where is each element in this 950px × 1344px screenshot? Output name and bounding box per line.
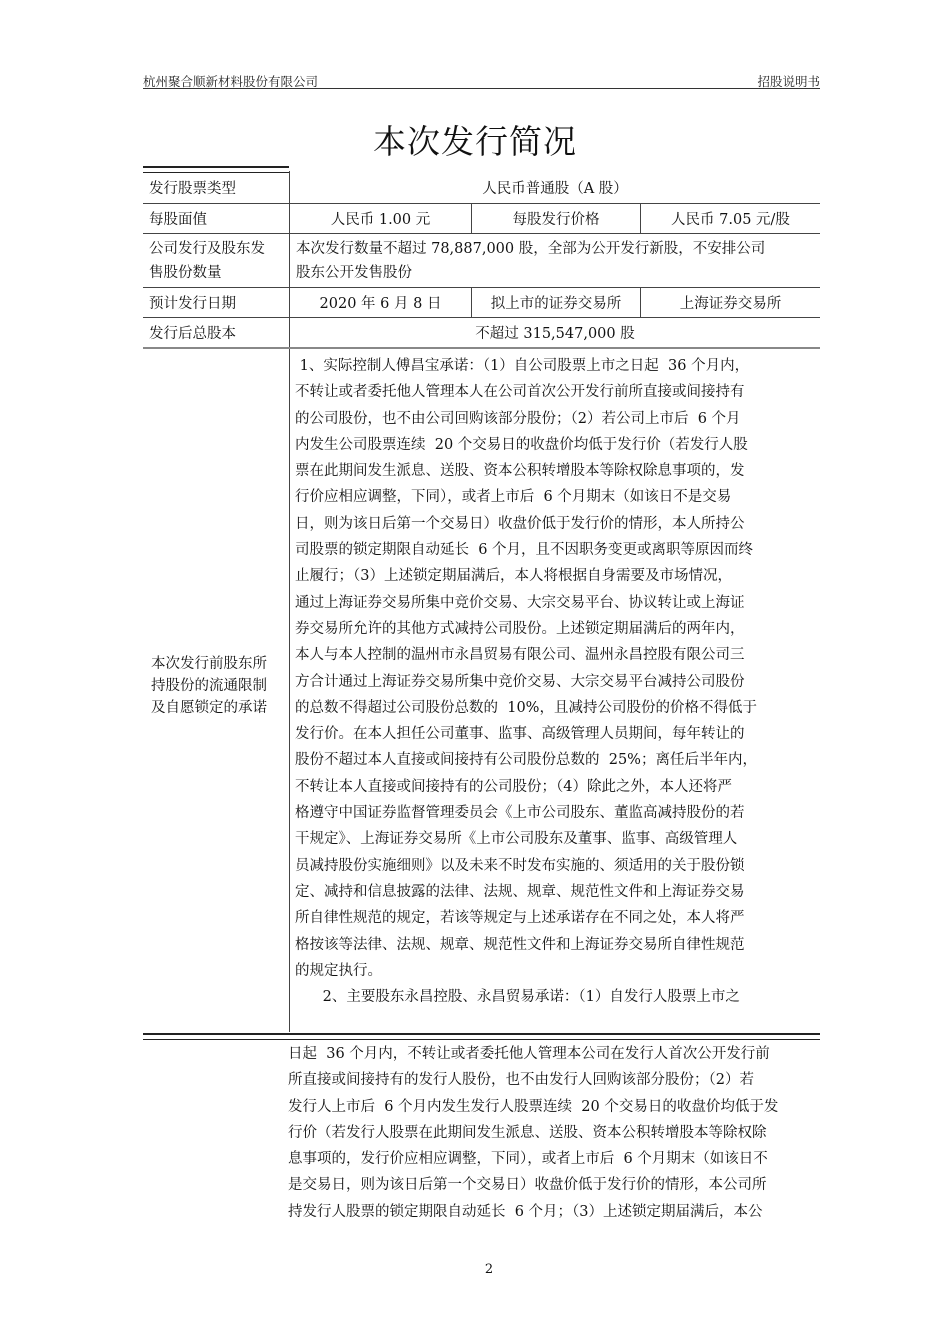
text-line: 司股票的锁定期限自动延长 6 个月，且不因职务变更或离职等原因而终	[295, 542, 754, 559]
row-label: 预计发行日期	[149, 296, 236, 312]
text-line: 行价应相应调整，下同），或者上市后 6 个月期末（如该日不是交易	[295, 489, 732, 506]
row-value: 人民币 1.00 元	[330, 212, 431, 228]
text-line: 2、主要股东永昌控股、永昌贸易承诺：（1）自发行人股票上市之	[295, 989, 740, 1006]
text-line: 止履行；（3）上述锁定期届满后，本人将根据自身需要及市场情况，	[295, 568, 732, 585]
text-line: 的规定执行。	[295, 962, 382, 979]
document-type: 招股说明书	[757, 74, 820, 89]
text-line: 内发生公司股票连续 20 个交易日的收盘价均低于发行价（若发行人股	[295, 436, 748, 453]
text-line: 股份不超过本人直接或间接持有公司股份总数的 25%；离任后半年内，	[295, 752, 757, 769]
text-line: 格遵守中国证券监督管理委员会《上市公司股东、董监高减持股份的若	[295, 805, 745, 822]
column-divider	[289, 349, 290, 1032]
text-line: 息事项的，发行价应相应调整，下同），或者上市后 6 个月期末（如该日不	[288, 1151, 768, 1168]
lockup-commitment-text	[295, 353, 822, 1010]
text-line: 是交易日，则为该日后第一个交易日）收盘价低于发行价的情形，本公司所	[288, 1177, 767, 1194]
value-line: 本次发行数量不超过 78,887,000 股，全部为公开发行新股，不安排公司	[296, 241, 766, 257]
row-label: 每股面值	[149, 212, 207, 228]
text-line: 发行价。在本人担任公司董事、监事、高级管理人员期间，每年转让的	[295, 726, 745, 743]
label-line: 售股份数量	[149, 265, 222, 281]
row-label	[149, 237, 265, 285]
table-bottom-rule	[143, 1033, 820, 1040]
row-label	[151, 653, 267, 719]
row-value: 人民币普通股（A 股）	[482, 180, 628, 197]
column-divider	[289, 234, 290, 287]
table-row-lockup-commitment	[143, 349, 820, 1032]
row-label-secondary: 每股发行价格	[512, 212, 600, 228]
text-line: 方合计通过上海证券交易所集中竞价交易、大宗交易平台减持公司股份	[295, 673, 745, 690]
label-line: 本次发行前股东所	[151, 656, 267, 672]
continuation-text	[288, 1041, 823, 1225]
row-label: 发行后总股本	[149, 326, 236, 342]
table-row-total-shares	[143, 318, 820, 349]
text-line: 不转让或者委托他人管理本人在公司首次公开发行前所直接或间接持有	[295, 384, 745, 401]
row-value: 不超过 315,547,000 股	[475, 326, 635, 342]
label-line: 持股份的流通限制	[151, 678, 267, 694]
text-line: 定、减持和信息披露的法律、法规、规章、规范性文件和上海证券交易	[295, 883, 745, 900]
row-value	[296, 237, 820, 285]
text-line: 1、实际控制人傅昌宝承诺：（1）自公司股票上市之日起 36 个月内，	[295, 358, 750, 374]
text-line: 日起 36 个月内，不转让或者委托他人管理本公司在发行人首次公开发行前	[288, 1046, 770, 1062]
row-value-secondary: 人民币 7.05 元/股	[671, 212, 790, 228]
text-line: 行价（若发行人股票在此期间发生派息、送股、资本公积转增股本等除权除	[288, 1124, 767, 1141]
text-line: 格按该等法律、法规、规章、规范性文件和上海证券交易所自律性规范	[295, 936, 745, 953]
label-line: 及自愿锁定的承诺	[151, 700, 267, 716]
text-line: 不转让本人直接或间接持有的公司股份；（4）除此之外，本人还将严	[295, 778, 732, 795]
company-name: 杭州聚合顺新材料股份有限公司	[143, 74, 319, 89]
text-line: 发行人上市后 6 个月内发生发行人股票连续 20 个交易日的收盘价均低于发	[288, 1098, 779, 1115]
text-line: 券交易所允许的其他方式减持公司股份。上述锁定期届满后的两年内，	[295, 620, 745, 637]
row-label: 发行股票类型	[149, 180, 236, 197]
text-line: 日，则为该日后第一个交易日）收盘价低于发行价的情形，本人所持公	[295, 515, 745, 532]
text-line: 通过上海证券交易所集中竞价交易、大宗交易平台、协议转让或上海证	[295, 594, 745, 611]
page-number: 2	[484, 1262, 494, 1277]
text-line: 所直接或间接持有的发行人股份，也不由发行人回购该部分股份；（2）若	[288, 1072, 754, 1089]
text-line: 干规定》、上海证券交易所《上市公司股东及董事、监事、高级管理人	[295, 831, 738, 848]
label-line: 公司发行及股东发	[149, 241, 265, 257]
row-value: 2020 年 6 月 8 日	[319, 296, 442, 312]
text-line: 的公司股份，也不由公司回购该部分股份；（2）若公司上市后 6 个月	[295, 410, 741, 427]
table-row-stock-type	[143, 171, 820, 204]
page-title: 本次发行简况	[373, 122, 577, 161]
offering-summary-table	[143, 171, 820, 1032]
text-line: 的总数不得超过公司股份总数的 10%，且减持公司股份的价格不得低于	[295, 699, 757, 716]
table-row-issue-quantity	[143, 234, 820, 288]
table-row-issue-date	[143, 288, 820, 318]
value-line: 股东公开发售股份	[296, 265, 412, 281]
table-row-par-value	[143, 204, 820, 234]
row-label-secondary: 拟上市的证券交易所	[490, 296, 622, 312]
row-value-secondary: 上海证券交易所	[679, 296, 782, 312]
text-line: 所自律性规范的规定，若该等规定与上述承诺存在不同之处，本人将严	[295, 910, 745, 927]
text-line: 持发行人股票的锁定期限自动延长 6 个月；（3）上述锁定期届满后，本公	[288, 1203, 763, 1220]
text-line: 本人与本人控制的温州市永昌贸易有限公司、温州永昌控股有限公司三	[295, 647, 745, 664]
page-header	[143, 70, 820, 89]
text-line: 员减持股份实施细则》以及未来不时发布实施的、须适用的关于股份锁	[295, 857, 745, 874]
text-line: 票在此期间发生派息、送股、资本公积转增股本等除权除息事项的，发	[295, 463, 745, 480]
